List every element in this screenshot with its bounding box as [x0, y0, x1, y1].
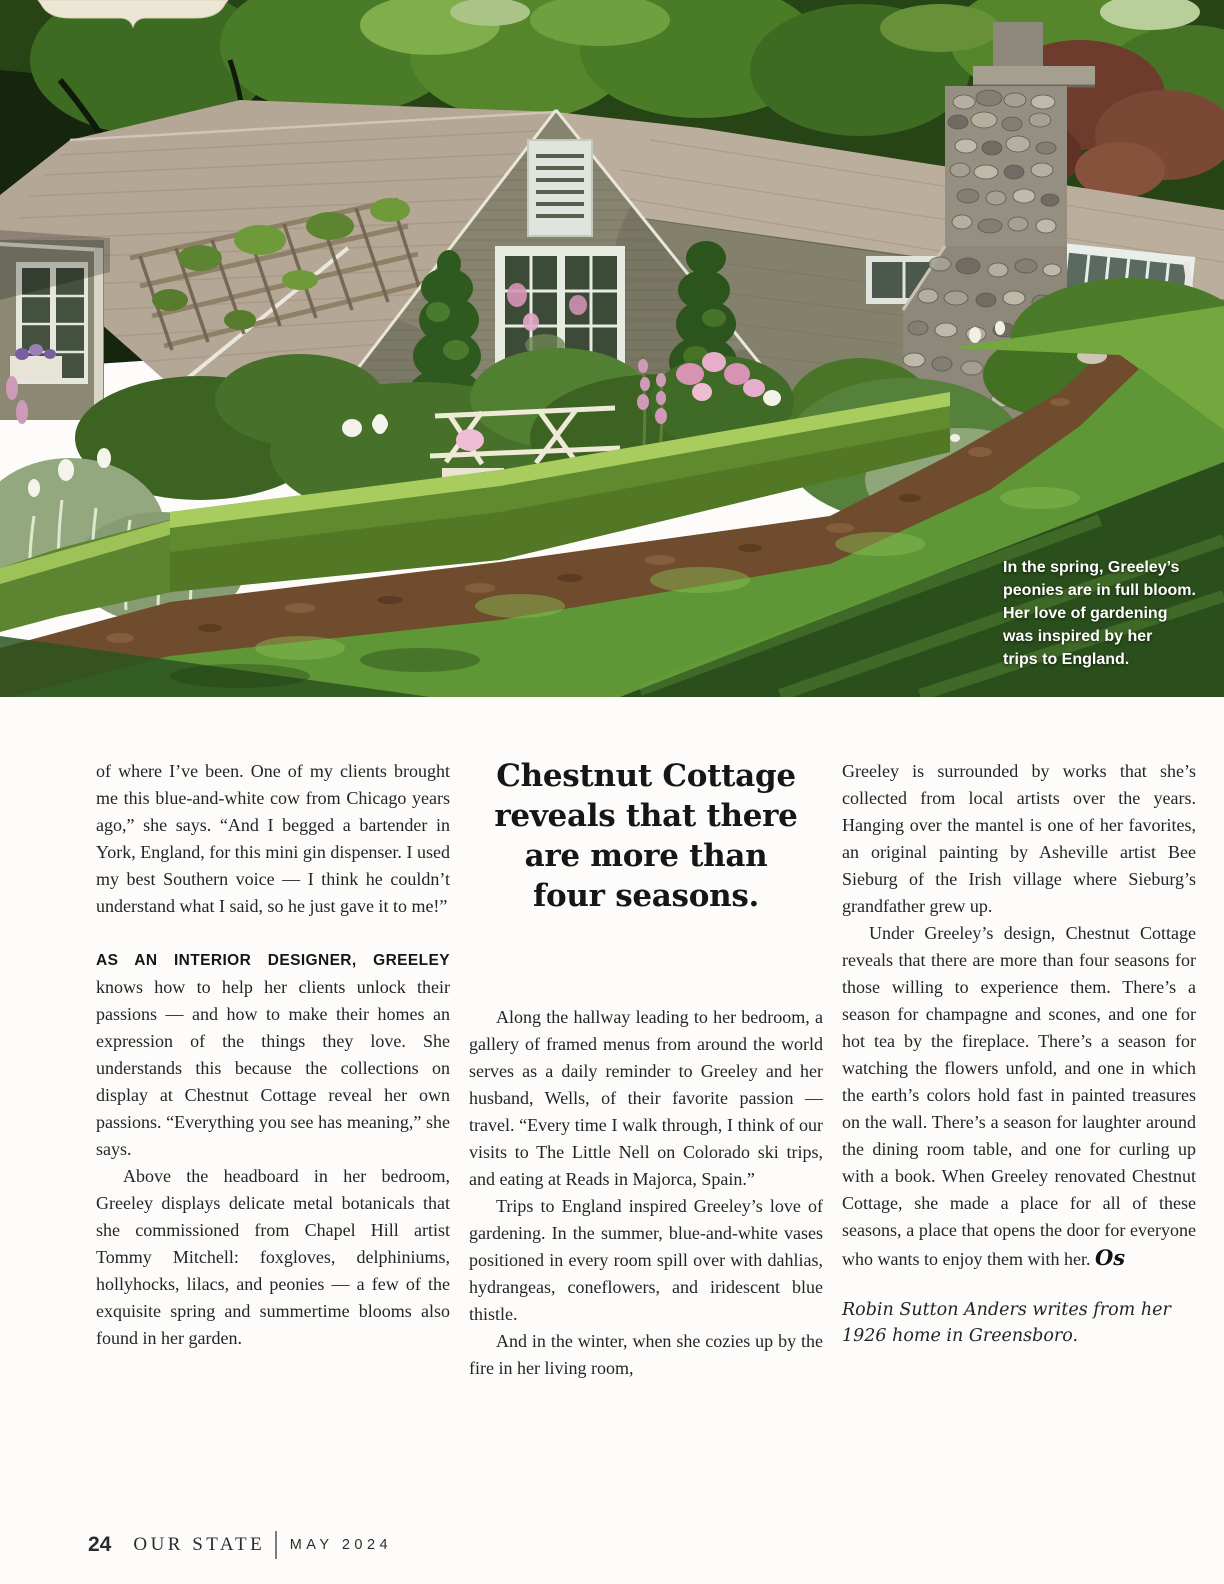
- page-footer: [88, 1531, 392, 1559]
- pull-quote: [469, 756, 823, 916]
- paragraph-text: Under Greeley’s design, Chestnut Cottage reveals that there are more than four seasons for those willing to experience them. There’s a season for champagne and scones, and one for hot tea by the fireplace. There’s a season for watching the flowers unfold, and one in which the earth’s colors hold fast in painted treasures on the wall. There’s a season for laughter around the dining room table, and one for curling up with a book. When Greeley renovated Chestnut Cottage, she made a place for all of these seasons, a place that opens the door for everyone who wants to enjoy them with her.: [842, 923, 1196, 1269]
- issue-date: MAY 2024: [289, 1537, 393, 1553]
- cottage-garden-photo: [0, 0, 1224, 697]
- paragraph: Greeley is surrounded by works that she’s collected from local artists over the years. Hanging over the mantel is one of her favorites, an original painting by Asheville artist Bee Sieburg of the Irish village where Sieburg’s grandfather grew up.: [842, 761, 1196, 916]
- caption-line: was inspired by her: [1003, 628, 1153, 645]
- pull-quote-line: Chestnut Cottage: [496, 758, 796, 794]
- paragraph-text: knows how to help her clients unlock their passions — and how to make their homes an expression of the things they love. She understands this because the collections on display at Chestnut Cottage reveal her own passions. “Everything you see has meaning,” she says.: [96, 977, 450, 1159]
- paragraph: Above the headboard in her bedroom, Greeley displays delicate metal botanicals that she commissioned from Chapel Hill artist Tommy Mitchell: foxgloves, delphiniums, hollyhocks, lilacs, and peonies — a few of the exquisite spring and summertime blooms also found in her garden.: [96, 1166, 450, 1348]
- magazine-name: OUR STATE: [133, 1534, 266, 1555]
- paragraph: Trips to England inspired Greeley’s love of gardening. In the summer, blue-and-white vases positioned in every room spill over with dahlias, hydrangeas, coneflowers, and iridescent blue thistle.: [469, 1196, 823, 1324]
- lead-in-text: AS AN INTERIOR DESIGNER, GREELEY: [96, 952, 450, 969]
- photo-caption: [1003, 556, 1218, 671]
- column-3: [842, 752, 1196, 1382]
- article-body: [96, 752, 1196, 1382]
- paragraph: And in the winter, when she cozies up by the fire in her living room,: [469, 1331, 823, 1378]
- pull-quote-line: reveals that there: [494, 798, 798, 834]
- footer-divider: [275, 1531, 277, 1559]
- paragraph-with-lead-in: [96, 946, 450, 1163]
- column-1: [96, 752, 450, 1382]
- paragraph-with-end-mark: [842, 920, 1196, 1273]
- caption-line: In the spring, Greeley’s: [1003, 559, 1180, 576]
- column-2: [469, 752, 823, 1382]
- page-number: 24: [88, 1533, 112, 1556]
- pull-quote-line: four seasons.: [533, 878, 759, 914]
- pull-quote-line: are more than: [524, 838, 768, 874]
- caption-line: trips to England.: [1003, 651, 1130, 668]
- caption-line: peonies are in full bloom.: [1003, 582, 1196, 599]
- caption-line: Her love of gardening: [1003, 605, 1168, 622]
- author-bio: Robin Sutton Anders writes from her 1926 home in Greensboro.: [842, 1300, 1171, 1346]
- paragraph: Along the hallway leading to her bedroom, a gallery of framed menus from around the world serves as a daily reminder to Greeley and her husband, Wells, of their favorite passion — travel. “Every time I walk through, I think of our visits to The Little Nell on Colorado ski trips, and eating at Reads in Majorca, Spain.”: [469, 1007, 823, 1189]
- paragraph: of where I’ve been. One of my clients brought me this blue-and-white cow from Chicago years ago,” she says. “And I begged a bartender in York, England, for this mini gin dispenser. I used my best Southern voice — I think he couldn’t understand what I said, so he just gave it to me!”: [96, 761, 450, 916]
- gable-vent: [528, 140, 592, 236]
- end-mark: Os: [1094, 1245, 1126, 1270]
